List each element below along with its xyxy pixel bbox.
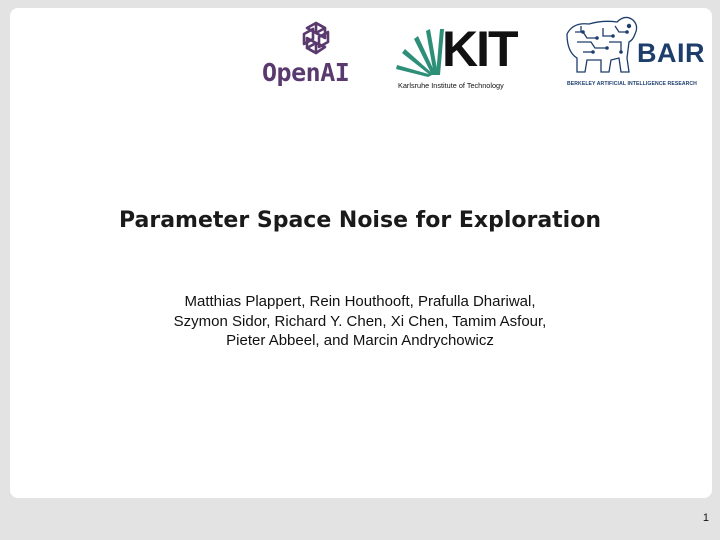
openai-wordmark: OpenAI <box>262 58 350 87</box>
kit-logo <box>396 21 542 93</box>
slide-title: Parameter Space Noise for Exploration <box>118 208 601 233</box>
author-line: Matthias Plappert, Rein Houthooft, Prafulla Dhariwal, <box>184 293 536 310</box>
author-line: Pieter Abbeel, and Marcin Andrychowicz <box>226 332 494 349</box>
bair-wordmark: BAIR <box>637 38 705 68</box>
author-line: Szymon Sidor, Richard Y. Chen, Xi Chen, Tamim Asfour, <box>173 312 547 330</box>
page-number: 1 <box>702 512 709 524</box>
kit-wordmark: KIT <box>442 21 517 77</box>
openai-logo <box>262 20 372 92</box>
openai-knot-icon <box>298 20 334 56</box>
circuit-bear-icon <box>563 12 639 78</box>
kit-rays-icon <box>396 25 444 79</box>
bair-logo <box>563 12 707 92</box>
bair-subtitle: BERKELEY ARTIFICIAL INTELLIGENCE RESEARCH <box>567 81 697 87</box>
author-list <box>0 292 720 351</box>
kit-subtitle: Karlsruhe Institute of Technology <box>398 81 504 90</box>
